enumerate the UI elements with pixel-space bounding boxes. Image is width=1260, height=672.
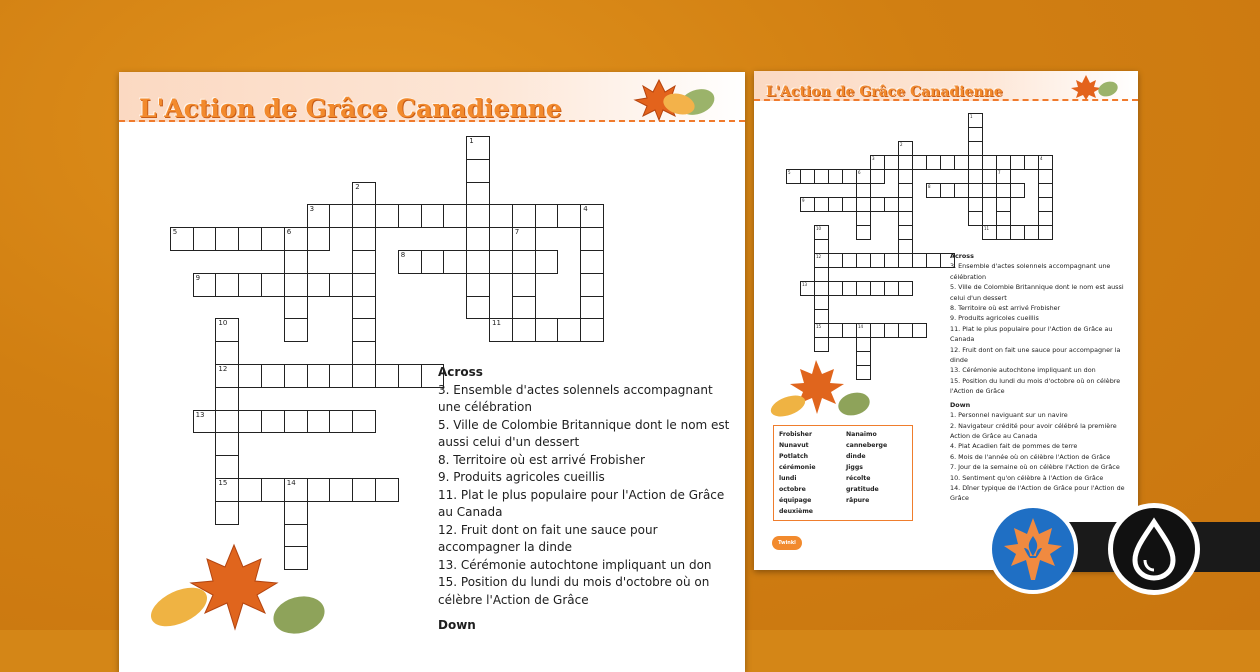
- crossword-cell[interactable]: [215, 432, 239, 456]
- crossword-cell: [814, 309, 829, 324]
- crossword-cell[interactable]: [580, 204, 604, 228]
- crossword-cell: [814, 323, 829, 338]
- crossword-cell[interactable]: [375, 478, 399, 502]
- crossword-cell[interactable]: [215, 478, 239, 502]
- crossword-cell[interactable]: [443, 204, 467, 228]
- crossword-cell[interactable]: [512, 318, 536, 342]
- crossword-cell: [814, 239, 829, 254]
- maple-leaves-icon: [139, 537, 329, 637]
- crossword-cell: [940, 155, 955, 170]
- clue-number: 9: [802, 198, 805, 203]
- crossword-cell[interactable]: [535, 204, 559, 228]
- across-heading: Across: [438, 365, 483, 379]
- clue-across: 13. Cérémonie autochtone impliquant un don: [438, 557, 712, 572]
- maple-leaf-fleur-de-lis-icon: [992, 508, 1074, 590]
- clue-across: 5. Ville de Colombie Britannique dont le nom est aussi celui d'un dessert: [438, 417, 730, 449]
- crossword-cell[interactable]: [421, 204, 445, 228]
- crossword-cell[interactable]: [215, 318, 239, 342]
- crossword-cell[interactable]: [512, 227, 536, 251]
- crossword-cell: [1038, 155, 1053, 170]
- crossword-cell: [870, 253, 885, 268]
- crossword-cell[interactable]: [398, 250, 422, 274]
- crossword-cell: [870, 323, 885, 338]
- crossword-cell: [898, 281, 913, 296]
- crossword-cell[interactable]: [557, 204, 581, 228]
- crossword-cell[interactable]: [307, 204, 331, 228]
- crossword-cell[interactable]: [557, 318, 581, 342]
- crossword-cell: [870, 169, 885, 184]
- word-bank-item: équipage: [779, 497, 812, 504]
- clue-number: 4: [1040, 156, 1043, 161]
- clue-down: 6. Mois de l'année où on célèbre l'Action de Grâce: [950, 452, 1111, 461]
- word-bank-item: récolte: [846, 475, 871, 482]
- crossword-cell[interactable]: [466, 182, 490, 206]
- crossword-cell: [828, 169, 843, 184]
- crossword-cell[interactable]: [215, 501, 239, 525]
- crossword-cell: [814, 253, 829, 268]
- word-bank-item: Potlatch: [779, 453, 809, 460]
- clue-number: 13: [195, 410, 205, 419]
- crossword-cell: [968, 113, 983, 128]
- crossword-cell: [856, 323, 871, 338]
- crossword-cell: [884, 323, 899, 338]
- crossword-cell[interactable]: [261, 410, 285, 434]
- crossword-cell: [856, 197, 871, 212]
- crossword-cell: [856, 253, 871, 268]
- crossword-cell: [968, 141, 983, 156]
- crossword-cell: [1038, 197, 1053, 212]
- crossword-cell: [1024, 225, 1039, 240]
- crossword-cell[interactable]: [284, 296, 308, 320]
- clue-number: 3: [309, 205, 315, 214]
- clue-number: 14: [286, 479, 296, 487]
- crossword-cell: [996, 155, 1011, 170]
- crossword-cell: [1038, 183, 1053, 198]
- crossword-cell: [926, 155, 941, 170]
- word-bank-item: lundi: [779, 475, 797, 482]
- crossword-cell[interactable]: [535, 318, 559, 342]
- clue-across: 8. Territoire où est arrivé Frobisher: [950, 304, 1061, 313]
- crossword-cell[interactable]: [466, 227, 490, 251]
- crossword-cell[interactable]: [489, 318, 513, 342]
- clue-across: 3. Ensemble d'actes solennels accompagnant une célébration: [438, 382, 713, 414]
- clue-number: 13: [802, 282, 808, 287]
- crossword-cell: [856, 211, 871, 226]
- crossword-cell[interactable]: [489, 250, 513, 274]
- clue-across: 3. Ensemble d'actes solennels accompagnant une célébration: [950, 262, 1111, 281]
- crossword-cell[interactable]: [329, 410, 353, 434]
- crossword-cell: [800, 197, 815, 212]
- crossword-cell: [996, 211, 1011, 226]
- crossword-cell: [968, 211, 983, 226]
- crossword-cell[interactable]: [580, 227, 604, 251]
- crossword-cell: [814, 225, 829, 240]
- word-bank-item: octobre: [779, 486, 806, 493]
- crossword-cell: [1038, 169, 1053, 184]
- clue-across: 12. Fruit dont on fait une sauce pour accompagner la dinde: [438, 522, 658, 554]
- crossword-cell: [968, 169, 983, 184]
- crossword-cell[interactable]: [261, 273, 285, 297]
- autumn-leaves-icon: [619, 72, 729, 122]
- crossword-cell[interactable]: [284, 273, 308, 297]
- crossword-cell[interactable]: [329, 273, 353, 297]
- crossword-cell: [898, 253, 913, 268]
- crossword-cell[interactable]: [284, 478, 308, 502]
- crossword-cell[interactable]: [489, 204, 513, 228]
- crossword-cell: [884, 281, 899, 296]
- crossword-cell: [870, 281, 885, 296]
- clue-number: 4: [583, 205, 588, 214]
- crossword-cell: [996, 197, 1011, 212]
- crossword-cell: [996, 183, 1011, 198]
- crossword-cell[interactable]: [307, 410, 331, 434]
- crossword-cell[interactable]: [580, 273, 604, 297]
- clue-number: 9: [195, 273, 201, 282]
- crossword-cell: [1010, 183, 1025, 198]
- maple-leaf-badge[interactable]: [988, 504, 1078, 594]
- down-heading: Down: [438, 618, 476, 632]
- clue-number: 11: [984, 226, 990, 231]
- crossword-cell: [912, 253, 927, 268]
- crossword-cell[interactable]: [352, 318, 376, 342]
- crossword-cell: [884, 253, 899, 268]
- crossword-cell: [884, 197, 899, 212]
- clues-panel-small: [950, 251, 1130, 504]
- crossword-cell: [842, 169, 857, 184]
- crossword-cell: [842, 323, 857, 338]
- crossword-cell: [898, 141, 913, 156]
- crossword-cell[interactable]: [352, 478, 376, 502]
- crossword-cell: [898, 169, 913, 184]
- clue-down: 10. Sentiment qu'on célèbre à l'Action de Grâce: [950, 473, 1104, 482]
- crossword-cell[interactable]: [580, 318, 604, 342]
- crossword-cell[interactable]: [215, 410, 239, 434]
- crossword-cell: [828, 197, 843, 212]
- word-bank-item: deuxième: [779, 508, 813, 515]
- crossword-cell[interactable]: [238, 364, 262, 388]
- crossword-cell: [814, 281, 829, 296]
- crossword-cell[interactable]: [215, 273, 239, 297]
- crossword-cell[interactable]: [443, 250, 467, 274]
- crossword-cell[interactable]: [261, 227, 285, 251]
- clue-across: 9. Produits agricoles cueillis: [950, 314, 1039, 323]
- crossword-cell: [968, 197, 983, 212]
- crossword-cell: [884, 155, 899, 170]
- autumn-leaves-icon: [1064, 71, 1124, 101]
- crossword-cell[interactable]: [375, 364, 399, 388]
- clue-down: 7. Jour de la semaine où on célèbre l'Action de Grâce: [950, 463, 1120, 472]
- clue-across: 15. Position du lundi du mois d'octobre où on célèbre l'Action de Grâce: [438, 575, 710, 607]
- word-bank-item: Nunavut: [779, 442, 809, 449]
- crossword-cell[interactable]: [466, 296, 490, 320]
- crossword-cell[interactable]: [352, 341, 376, 365]
- crossword-cell[interactable]: [238, 227, 262, 251]
- crossword-cell[interactable]: [398, 364, 422, 388]
- crossword-cell: [856, 225, 871, 240]
- clue-number: 8: [928, 184, 931, 189]
- crossword-cell: [968, 155, 983, 170]
- crossword-cell[interactable]: [307, 364, 331, 388]
- clues-panel: [438, 364, 738, 635]
- crossword-cell: [814, 267, 829, 282]
- crossword-cell[interactable]: [193, 410, 217, 434]
- word-bank-item: Frobisher: [779, 431, 813, 438]
- crossword-cell[interactable]: [352, 227, 376, 251]
- word-bank-item: râpure: [846, 497, 870, 504]
- crossword-cell[interactable]: [261, 364, 285, 388]
- crossword-cell: [926, 183, 941, 198]
- crossword-cell: [940, 183, 955, 198]
- crossword-cell: [1038, 225, 1053, 240]
- word-bank: [773, 425, 913, 521]
- clue-number: 7: [514, 228, 520, 237]
- crossword-cell: [954, 155, 969, 170]
- crossword-cell[interactable]: [238, 273, 262, 297]
- crossword-cell[interactable]: [170, 227, 194, 251]
- word-bank-item: Jiggs: [846, 464, 863, 471]
- crossword-cell[interactable]: [580, 296, 604, 320]
- clue-across: 8. Territoire où est arrivé Frobisher: [438, 452, 645, 467]
- crossword-cell[interactable]: [215, 455, 239, 479]
- crossword-cell: [856, 183, 871, 198]
- clue-number: 7: [998, 170, 1001, 175]
- crossword-cell[interactable]: [352, 296, 376, 320]
- clue-number: 8: [400, 251, 406, 259]
- crossword-cell[interactable]: [329, 204, 353, 228]
- crossword-cell: [828, 323, 843, 338]
- crossword-cell: [1038, 211, 1053, 226]
- crossword-cell: [842, 281, 857, 296]
- crossword-cell[interactable]: [512, 204, 536, 228]
- clue-number: 10: [218, 319, 228, 328]
- clue-number: 2: [900, 142, 903, 147]
- crossword-cell: [898, 183, 913, 198]
- crossword-cell: [968, 127, 983, 142]
- crossword-cell: [828, 281, 843, 296]
- crossword-cell: [912, 155, 927, 170]
- clue-down: 4. Plat Acadien fait de pommes de terre: [950, 442, 1078, 451]
- crossword-cell[interactable]: [466, 204, 490, 228]
- crossword-cell[interactable]: [193, 273, 217, 297]
- crossword-cell: [996, 169, 1011, 184]
- clue-across: 15. Position du lundi du mois d'octobre où on célèbre l'Action de Grâce: [950, 376, 1121, 396]
- crossword-cell: [982, 183, 997, 198]
- crossword-cell[interactable]: [352, 182, 376, 206]
- crossword-cell[interactable]: [215, 341, 239, 365]
- crossword-cell[interactable]: [284, 318, 308, 342]
- crossword-cell[interactable]: [284, 364, 308, 388]
- crossword-cell[interactable]: [215, 364, 239, 388]
- crossword-cell: [856, 281, 871, 296]
- crossword-cell[interactable]: [284, 250, 308, 274]
- clue-across: 9. Produits agricoles cueillis: [438, 470, 605, 484]
- crossword-cell: [898, 155, 913, 170]
- word-bank-item: cérémonie: [779, 464, 816, 471]
- crossword-cell: [926, 253, 941, 268]
- crossword-cell: [870, 197, 885, 212]
- crossword-cell[interactable]: [284, 227, 308, 251]
- clue-number: 14: [858, 324, 864, 329]
- crossword-cell[interactable]: [261, 478, 285, 502]
- crossword-cell[interactable]: [535, 250, 559, 274]
- worksheet-title-small: L'Action de Grâce Canadienne: [766, 84, 1003, 100]
- crossword-cell[interactable]: [352, 204, 376, 228]
- crossword-cell: [856, 337, 871, 352]
- clue-number: 5: [172, 228, 178, 237]
- ink-drop-icon: [1113, 508, 1195, 590]
- crossword-cell: [912, 323, 927, 338]
- crossword-cell[interactable]: [352, 273, 376, 297]
- crossword-cell[interactable]: [466, 250, 490, 274]
- clue-number: 11: [492, 319, 501, 328]
- crossword-cell[interactable]: [215, 387, 239, 411]
- crossword-cell: [898, 225, 913, 240]
- word-bank-item: Nanaimo: [846, 431, 877, 438]
- crossword-cell: [814, 337, 829, 352]
- crossword-cell[interactable]: [352, 250, 376, 274]
- crossword-cell[interactable]: [307, 273, 331, 297]
- crossword-cell: [898, 323, 913, 338]
- crossword-cell[interactable]: [193, 227, 217, 251]
- crossword-cell[interactable]: [512, 273, 536, 297]
- crossword-cell: [1010, 155, 1025, 170]
- clue-number: 12: [218, 365, 228, 373]
- crossword-cell[interactable]: [398, 204, 422, 228]
- down-heading: Down: [950, 400, 971, 409]
- crossword-cell[interactable]: [284, 410, 308, 434]
- crossword-cell: [856, 169, 871, 184]
- crossword-cell: [814, 197, 829, 212]
- crossword-cell[interactable]: [466, 136, 490, 160]
- clue-number: 6: [858, 170, 861, 175]
- clue-number: 1: [469, 137, 474, 145]
- crossword-cell[interactable]: [421, 250, 445, 274]
- clue-down: 2. Navigateur crédité pour avoir célébré la première Action de Grâce au Canada: [950, 421, 1117, 440]
- clue-number: 10: [816, 226, 822, 231]
- worksheet-preview-large[interactable]: [119, 72, 745, 672]
- twinkl-logo: Twinkl: [772, 536, 802, 550]
- worksheet-title: L'Action de Grâce Canadienne: [139, 94, 562, 123]
- crossword-cell[interactable]: [307, 227, 331, 251]
- clue-number: 1: [970, 114, 973, 119]
- clue-down: 14. Dîner typique de l'Action de Grâce pour l'Action de Grâce: [950, 483, 1125, 503]
- clue-number: 3: [872, 156, 875, 161]
- crossword-cell[interactable]: [466, 159, 490, 183]
- crossword-cell[interactable]: [215, 227, 239, 251]
- clue-number: 6: [286, 228, 292, 237]
- across-heading: Across: [950, 252, 974, 260]
- crossword-cell[interactable]: [512, 250, 536, 274]
- crossword-cell: [1010, 225, 1025, 240]
- crossword-cell: [828, 253, 843, 268]
- clue-number: 12: [816, 254, 822, 259]
- crossword-cell[interactable]: [375, 204, 399, 228]
- crossword-cell: [996, 225, 1011, 240]
- crossword-cell[interactable]: [238, 478, 262, 502]
- crossword-cell: [870, 155, 885, 170]
- clue-number: 2: [355, 182, 360, 191]
- ink-drop-badge[interactable]: [1108, 503, 1200, 595]
- crossword-cell: [786, 169, 801, 184]
- crossword-cell: [982, 155, 997, 170]
- crossword-cell: [800, 169, 815, 184]
- crossword-cell[interactable]: [329, 364, 353, 388]
- clue-down: 1. Personnel naviguant sur un navire: [950, 411, 1068, 420]
- crossword-cell: [898, 211, 913, 226]
- crossword-cell: [842, 197, 857, 212]
- clue-across: 12. Fruit dont on fait une sauce pour accompagner la dinde: [950, 345, 1121, 365]
- crossword-cell[interactable]: [512, 296, 536, 320]
- crossword-cell[interactable]: [466, 273, 490, 297]
- crossword-cell: [898, 239, 913, 254]
- clue-across: 11. Plat le plus populaire pour l'Action de Grâce au Canada: [950, 324, 1113, 344]
- crossword-cell: [954, 183, 969, 198]
- crossword-cell[interactable]: [329, 478, 353, 502]
- worksheet-preview-small[interactable]: [754, 71, 1138, 570]
- crossword-cell: [968, 183, 983, 198]
- maple-leaves-icon: [768, 356, 878, 426]
- crossword-cell: [800, 281, 815, 296]
- clue-number: 15: [218, 479, 228, 487]
- word-bank-item: dinde: [846, 453, 866, 460]
- crossword-cell: [1024, 155, 1039, 170]
- crossword-cell[interactable]: [352, 410, 376, 434]
- crossword-cell[interactable]: [307, 478, 331, 502]
- crossword-cell: [814, 169, 829, 184]
- crossword-cell[interactable]: [580, 250, 604, 274]
- crossword-cell[interactable]: [284, 501, 308, 525]
- crossword-cell[interactable]: [238, 410, 262, 434]
- crossword-cell: [814, 295, 829, 310]
- clue-number: 5: [788, 170, 791, 175]
- crossword-cell: [898, 197, 913, 212]
- clue-number: 15: [816, 324, 822, 329]
- clue-across: 5. Ville de Colombie Britannique dont le nom est aussi celui d'un dessert: [950, 283, 1124, 302]
- clue-across: 11. Plat le plus populaire pour l'Action de Grâce au Canada: [438, 487, 725, 519]
- word-bank-item: gratitude: [846, 486, 879, 493]
- crossword-cell[interactable]: [352, 364, 376, 388]
- crossword-cell: [982, 225, 997, 240]
- word-bank-item: canneberge: [846, 442, 888, 449]
- clue-across: 13. Cérémonie autochtone impliquant un don: [950, 366, 1096, 375]
- crossword-cell: [842, 253, 857, 268]
